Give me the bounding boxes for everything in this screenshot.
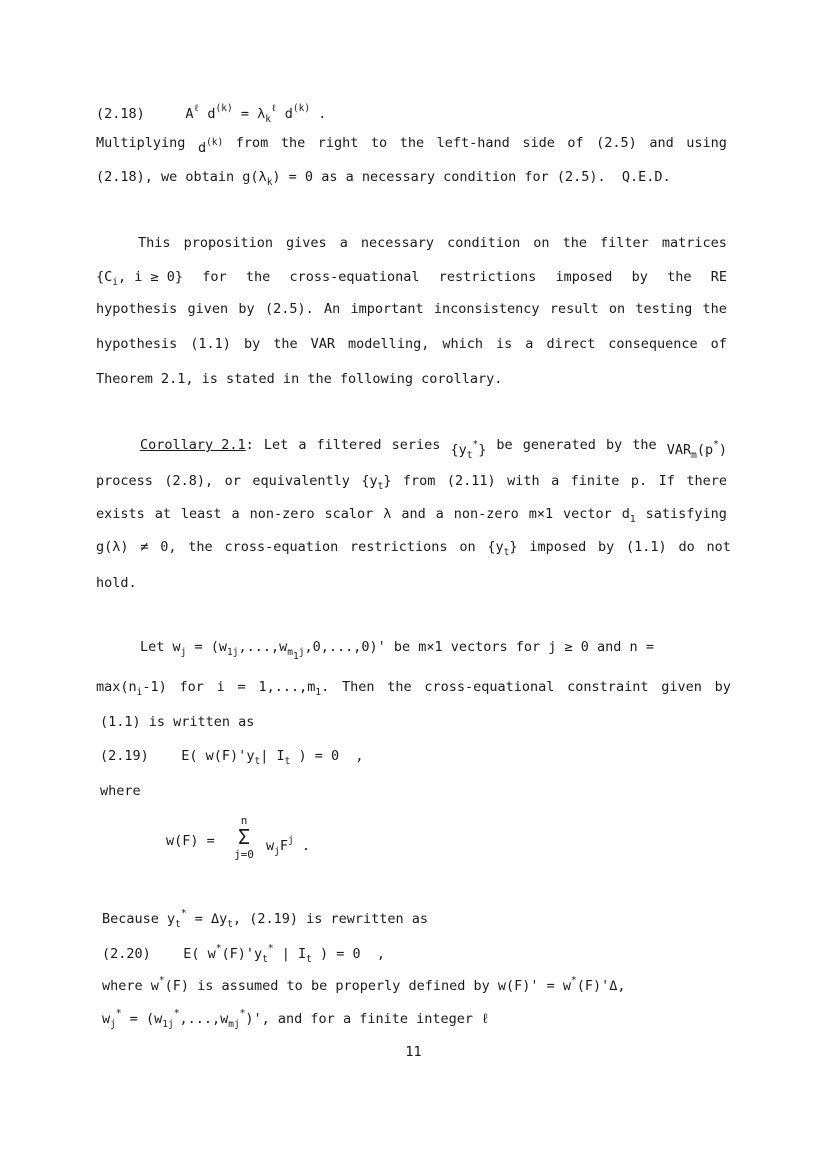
paragraph-because: Because $y_t^* = \Delta y_t$, (2.19) is rewritten as xyxy=(102,908,429,930)
equation-number: (2.18) xyxy=(96,106,145,122)
equation-2-20: (2.20) E( $w^*(F)'y_t^*$ | $I_t$ ) = 0 , xyxy=(102,943,386,965)
equation-number: (2.19) xyxy=(100,748,149,764)
document-page: (2.18) $A^\ell$ $d^{(k)} = \lambda_k^\ell$ $d^{(k)}$ . Multiplying $d^{(k)}$ from the right to the left-hand side of (2.5) and using (2.18), we obtain $g(\lambda_k) = 0$ as a necessary condition for (2.5). Q.E.D. This proposition gives a necessary condition on the filter matrices {$C_i$, i ≥ 0} for the cross-equational restrictions imposed by the RE hypothesis given by (2.5). An important inconsistency result on testing the hypothesis (1.1) by the VAR modelling, which is a direct consequence of Theorem 2.1, is stated in the following corollary. Corollary 2.1: Let a filtered series $\{y_t^*\}$ be generated by the $VAR_m(p^*)$ process (2.8), or equivalently $\{y_t\}$ from (2.11) with a finite p. If there exists at least a non-zero scalor λ and a non-zero m×1 vector $d_1$ satisfying g(λ) ≠ 0, the cross-equation restrictions on $\{y_t\}$ imposed by (1.1) do not hold. Let $w_j = (w_{1j},...,w_{m_1j},0,...,0)'$ be m×1 vectors for j ≥ 0 and n = $\max(n_i-1)$ for i = $1,...,m_1$. Then the cross-equational constraint given by (1.1) is written as (2.19) E( $w(F)'y_t|$ $I_t$ ) = 0 , where w(F) = n Σ j=0 $w_jF^j$ . Because $y_t^* = \Delta y_t$, (2.19) is rewritten as (2.20) E( $w^*(F)'y_t^*$ | $I_t$ ) = 0 , where w*(F) is assumed to be properly defined by w(F)' = w*(F)'Δ, $w_j^* = (w_{1j}^*,...,w_{mj}^*)'$, and for a finite integer ℓ 11 xyxy=(0,0,827,1170)
corollary-label: Corollary 2.1 xyxy=(140,437,246,453)
equation-2-18: (2.18) $A^\ell$ $d^{(k)} = \lambda_k^\ell$ $d^{(k)}$ . xyxy=(96,103,327,125)
equation-2-19: (2.19) E( $w(F)'y_t|$ $I_t$ ) = 0 , xyxy=(100,748,364,767)
page-number: 11 xyxy=(405,1044,422,1060)
equation-number: (2.20) xyxy=(102,946,151,962)
where-label: where xyxy=(100,783,141,799)
